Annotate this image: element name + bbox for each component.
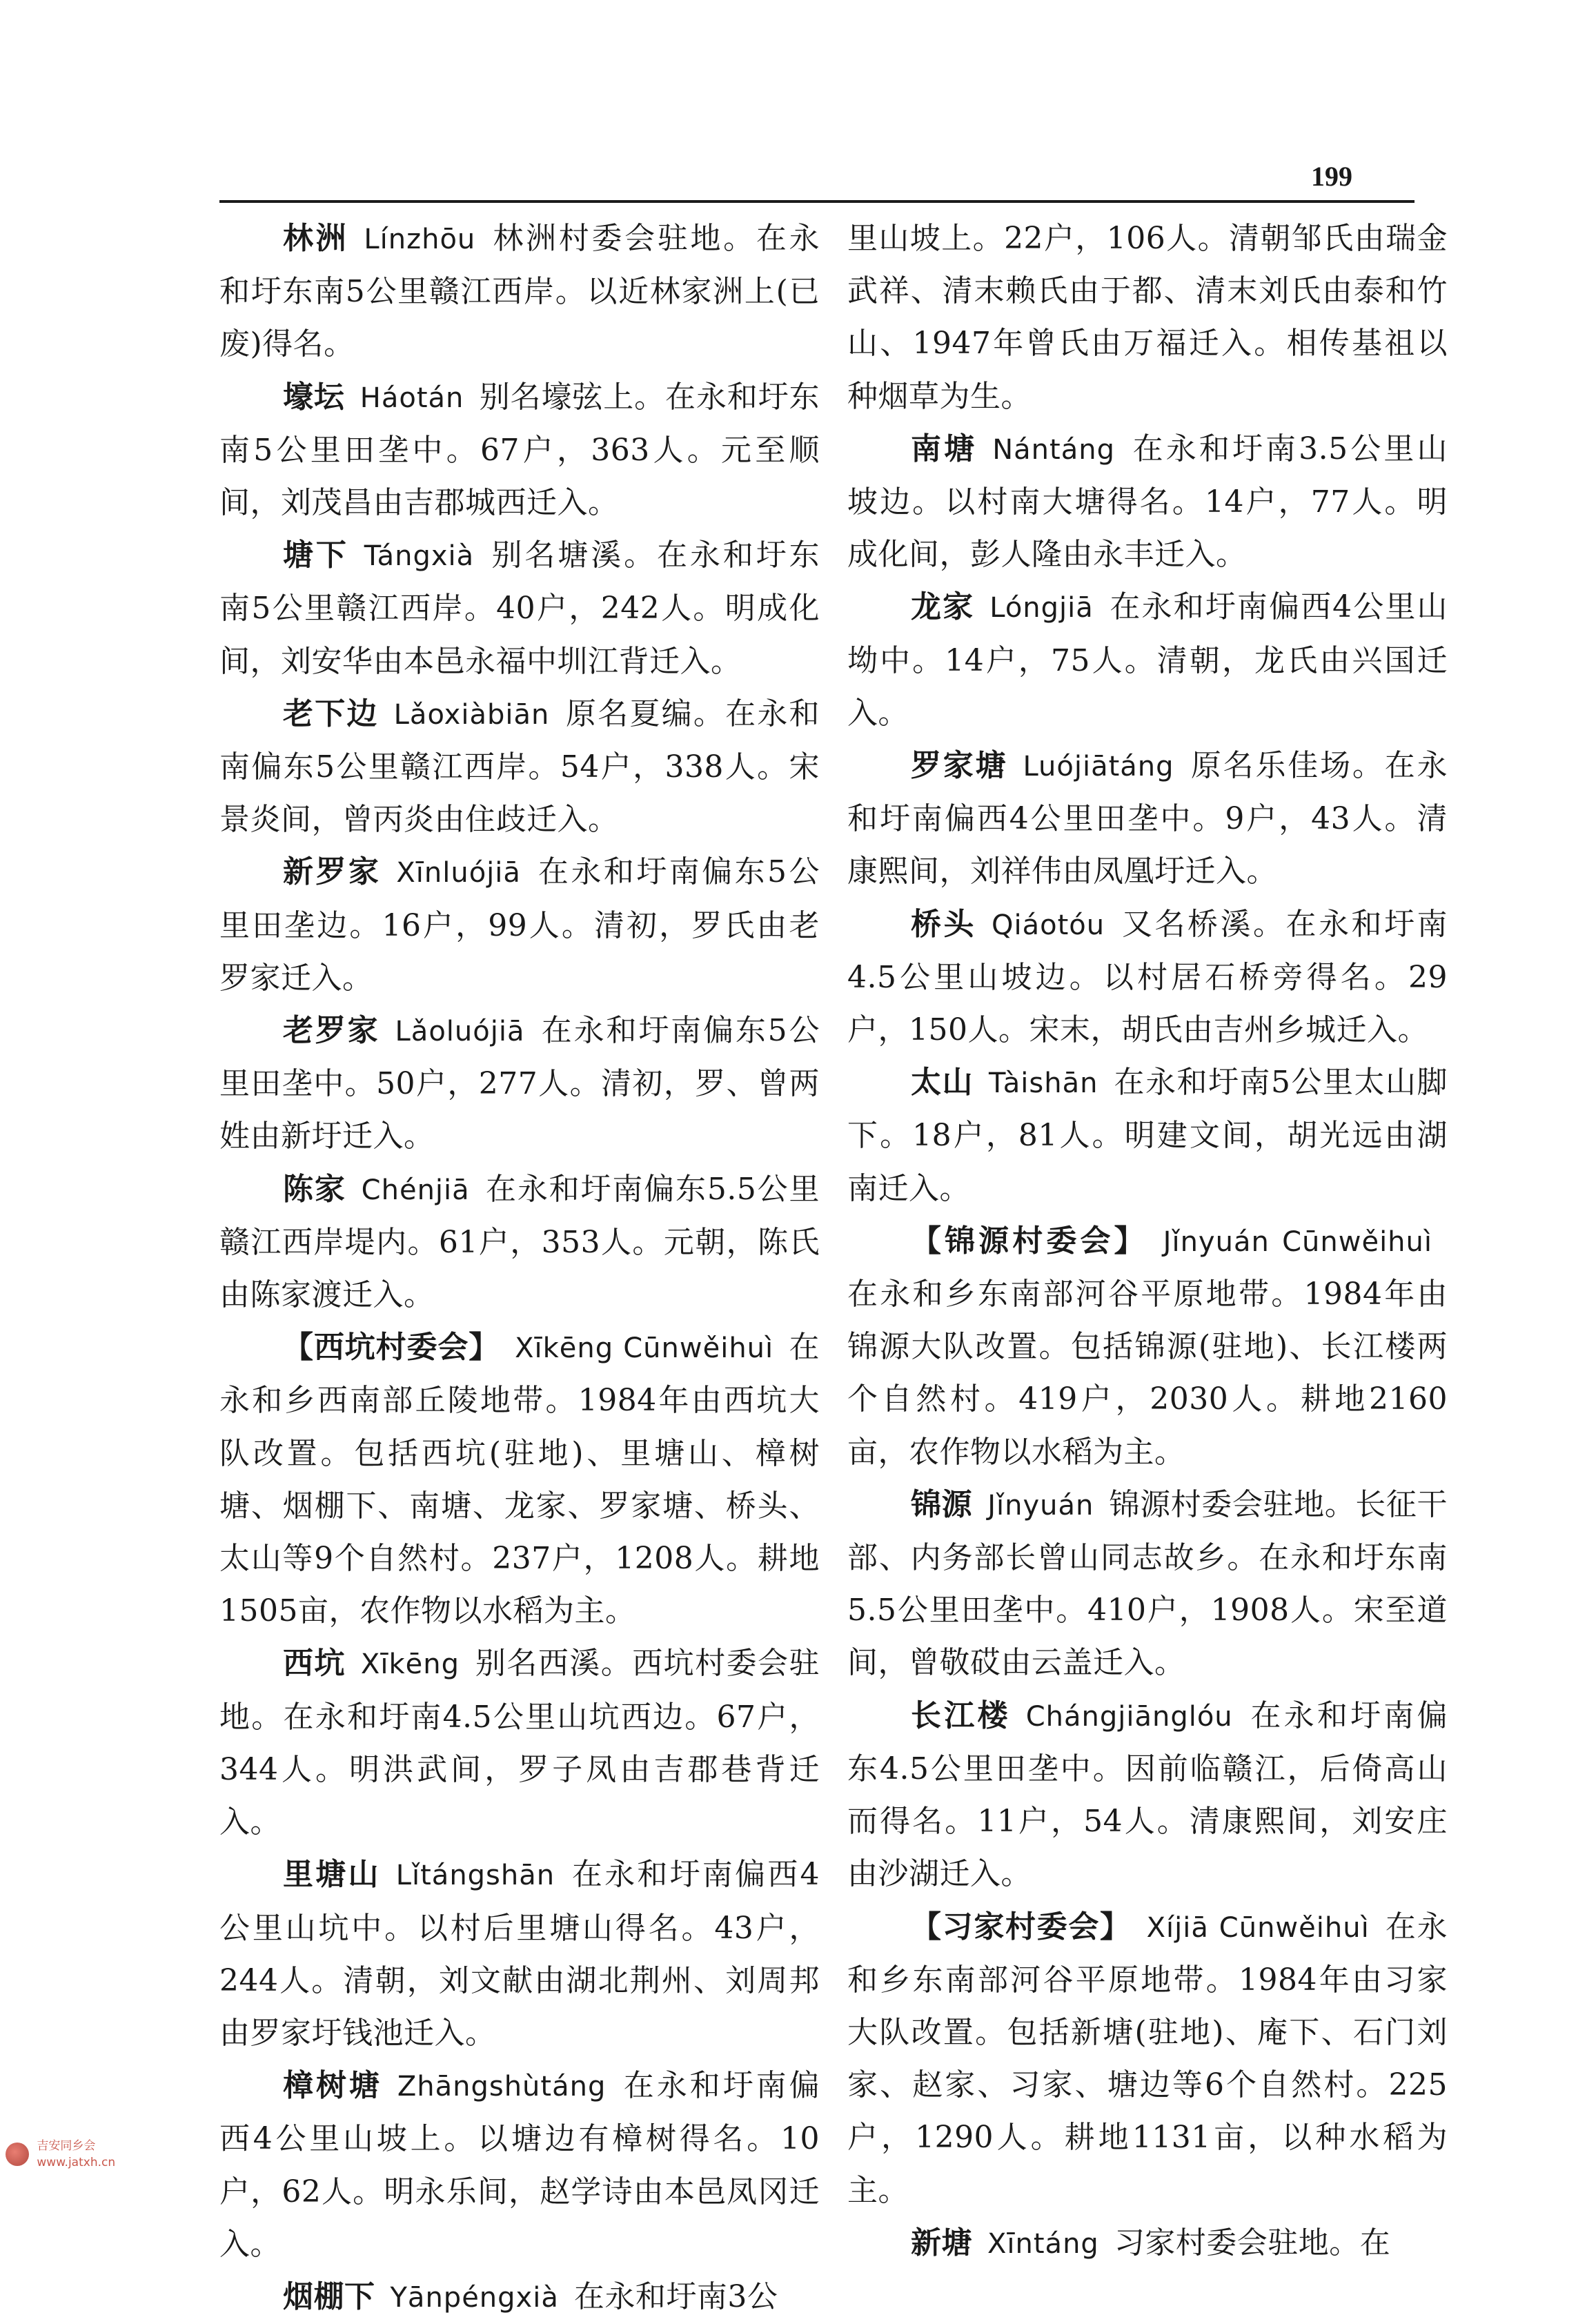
entry-term: 龙家 xyxy=(911,589,975,625)
entry xyxy=(847,1479,1448,1690)
entry-pinyin: Nántáng xyxy=(992,433,1115,466)
entry xyxy=(219,2271,820,2324)
entry-pinyin: Lǎoxiàbiān xyxy=(393,698,550,731)
entry-text: 在永和乡东南部河谷平原地带。1984年由锦源大队改置。包括锦源(驻地)、长江楼两个自然村。419户，2030人。耕地2160亩，农作物以水稻为主。 xyxy=(847,1277,1448,1470)
entry-pinyin: Xīntáng xyxy=(987,2227,1099,2260)
entry xyxy=(847,581,1448,740)
entry-text: 在永和圩南偏东5公里田垄中。50户，277人。清初，罗、曾两姓由新圩迁入。 xyxy=(219,1013,820,1154)
entry xyxy=(219,1163,820,1322)
entry xyxy=(219,1321,820,1637)
page-number: 199 xyxy=(1311,161,1352,192)
entry-text: 锦源村委会驻地。长征干部、内务部长曾山同志故乡。在永和圩东南5.5公里田垄中。410户，1908人。宋至道间，曾敬砹由云盖迁入。 xyxy=(847,1486,1448,1681)
entry-term: 【锦源村委会】 xyxy=(911,1223,1148,1259)
entry-term: 太山 xyxy=(911,1065,974,1101)
entry-pinyin: Zhāngshùtáng xyxy=(397,2071,607,2103)
entry-pinyin: Tángxià xyxy=(364,540,475,573)
entry-term: 樟树塘 xyxy=(283,2068,382,2104)
entry-pinyin: Jǐnyuán Cūnwěihuì xyxy=(1163,1225,1432,1258)
entry-text: 在永和圩南3.5公里山坡边。以村南大塘得名。14户，77人。明成化间，彭人隆由永丰迁入。 xyxy=(847,431,1448,573)
entry-pinyin: Chángjiānglóu xyxy=(1025,1700,1233,1733)
entry xyxy=(219,1005,820,1163)
entry-pinyin: Qiáotóu xyxy=(991,909,1105,941)
entry-pinyin: Chénjiā xyxy=(361,1174,470,1206)
left-column xyxy=(219,213,820,2324)
entry-pinyin: Háotán xyxy=(359,382,464,414)
entry-term: 新罗家 xyxy=(283,854,382,890)
watermark-url: www.jatxh.cn xyxy=(37,2156,116,2169)
entry-pinyin: Yānpéngxià xyxy=(390,2281,559,2314)
entry-text: 在永和圩南偏东5公里田垄边。16户，99人。清初，罗氏由老罗家迁入。 xyxy=(219,854,820,996)
continued-text: 里山坡上。22户，106人。清朝邹氏由瑞金武祥、清末赖氏由于都、清末刘氏由泰和竹山、1947年曾氏由万福迁入。相传基祖以种烟草为生。 xyxy=(847,221,1448,414)
entry-text: 别名壕弦上。在永和圩东南5公里田垄中。67户，363人。元至顺间，刘茂昌由吉郡城西迁入。 xyxy=(219,379,820,521)
entry-pinyin: Xīnluójiā xyxy=(396,857,521,889)
entry-text: 在永和圩南3公 xyxy=(573,2278,778,2314)
entry-text: 在永和乡东南部河谷平原地带。1984年由习家大队改置。包括新塘(驻地)、庵下、石门刘家、赵家、习家、塘边等6个自然村。225户，1290人。耕地1131亩，以种水稻为主。 xyxy=(847,1909,1448,2208)
watermark-logo xyxy=(6,2138,115,2171)
logo-icon xyxy=(6,2143,29,2166)
entry-term: 南塘 xyxy=(911,431,978,466)
entry-text: 在永和圩南偏西4公里山坑中。以村后里塘山得名。43户，244人。清朝，刘文献由湖北荆州、刘周邦由罗家圩钱池迁入。 xyxy=(219,1857,820,2051)
entry-term: 老下边 xyxy=(283,696,379,731)
entry-term: 新塘 xyxy=(911,2225,972,2261)
entry xyxy=(219,1637,820,1849)
entry xyxy=(847,740,1448,898)
entry xyxy=(219,846,820,1005)
header-rule xyxy=(219,200,1414,203)
entry xyxy=(847,1056,1448,1215)
entry-pinyin: Xíjiā Cūnwěihuì xyxy=(1146,1911,1370,1944)
entry-pinyin: Xīkēng Cūnwěihuì xyxy=(515,1332,774,1365)
entry-pinyin: Tàishān xyxy=(989,1067,1098,1100)
entry-text: 林洲村委会驻地。在永和圩东南5公里赣江西岸。以近林家洲上(已废)得名。 xyxy=(219,221,820,362)
entry xyxy=(847,898,1448,1057)
entry xyxy=(219,2060,820,2271)
entry-pinyin: Lǐtángshān xyxy=(395,1860,555,1892)
entry-pinyin: Jǐnyuán xyxy=(987,1489,1094,1522)
entry-text: 原名乐佳场。在永和圩南偏西4公里田垄中。9户，43人。清康熙间，刘祥伟由凤凰圩迁入。 xyxy=(847,748,1448,889)
entry xyxy=(219,529,820,688)
entry-text: 别名西溪。西坑村委会驻地。在永和圩南4.5公里山坑西边。67户，344人。明洪武间，罗子凤由吉郡巷背迁入。 xyxy=(219,1646,820,1840)
entry xyxy=(219,213,820,371)
entry-pinyin: Xīkēng xyxy=(360,1648,460,1681)
entry-term: 桥头 xyxy=(911,906,976,942)
entry-text: 习家村委会驻地。在 xyxy=(1114,2225,1391,2261)
entry xyxy=(847,1215,1448,1479)
entry-text: 在永和圩南偏西4公里山坳中。14户，75人。清朝，龙氏由兴国迁入。 xyxy=(847,589,1448,731)
entry-term: 林洲 xyxy=(283,221,349,256)
entry xyxy=(847,423,1448,582)
entry-pinyin: Lǎoluójiā xyxy=(395,1016,525,1048)
entry xyxy=(847,2217,1448,2270)
entry-text: 在永和圩南偏东5.5公里赣江西岸堤内。61户，353人。元朝，陈氏由陈家渡迁入。 xyxy=(219,1171,820,1313)
entry xyxy=(219,688,820,847)
entry-pinyin: Lóngjiā xyxy=(989,592,1094,624)
entry-text: 在永和乡西南部丘陵地带。1984年由西坑大队改置。包括西坑(驻地)、里塘山、樟树塘、烟棚下、南塘、龙家、罗家塘、桥头、太山等9个自然村。237户，1208人。耕地1505亩，农作物以水稻为主。 xyxy=(219,1330,820,1629)
entry-text: 又名桥溪。在永和圩南4.5公里山坡边。以村居石桥旁得名。29户，150人。宋末，胡氏由吉州乡城迁入。 xyxy=(847,906,1448,1048)
entry-term: 罗家塘 xyxy=(911,748,1008,784)
entry-term: 锦源 xyxy=(911,1486,973,1522)
entry xyxy=(219,371,820,530)
entry-term: 里塘山 xyxy=(283,1857,381,1893)
watermark-name: 吉安同乡会 xyxy=(37,2139,96,2153)
entry-term: 【习家村委会】 xyxy=(911,1909,1132,1944)
entry-text: 在永和圩南偏东4.5公里田垄中。因前临赣江，后倚高山而得名。11户，54人。清康熙间，刘安庄由沙湖迁入。 xyxy=(847,1697,1448,1892)
entry xyxy=(847,1901,1448,2217)
entry-term: 塘下 xyxy=(283,538,349,573)
entry-term: 长江楼 xyxy=(911,1697,1011,1733)
entry-term: 老罗家 xyxy=(283,1013,380,1049)
right-column xyxy=(847,213,1448,2270)
entry-pinyin: Luójiātáng xyxy=(1023,751,1174,783)
entry-text: 在永和圩南5公里太山脚下。18户，81人。明建文间，胡光远由湖南迁入。 xyxy=(847,1065,1448,1206)
entry-text: 在永和圩南偏西4公里山坡上。以塘边有樟树得名。10户，62人。明永乐间，赵学诗由本邑凤冈迁入。 xyxy=(219,2068,820,2262)
entry-term: 陈家 xyxy=(283,1171,346,1207)
entry xyxy=(219,1849,820,2060)
entry-term: 壕坛 xyxy=(283,379,345,415)
entry-term: 西坑 xyxy=(283,1646,346,1682)
entry-term: 烟棚下 xyxy=(283,2278,375,2314)
entry-term: 【西坑村委会】 xyxy=(283,1330,500,1366)
entry-pinyin: Línzhōu xyxy=(364,224,476,255)
entry-text: 别名塘溪。在永和圩东南5公里赣江西岸。40户，242人。明成化间，刘安华由本邑永福中圳江背迁入。 xyxy=(219,538,820,679)
entry xyxy=(847,1690,1448,1901)
entry-text: 原名夏编。在永和南偏东5公里赣江西岸。54户，338人。宋景炎间，曾丙炎由住歧迁入。 xyxy=(219,696,820,838)
